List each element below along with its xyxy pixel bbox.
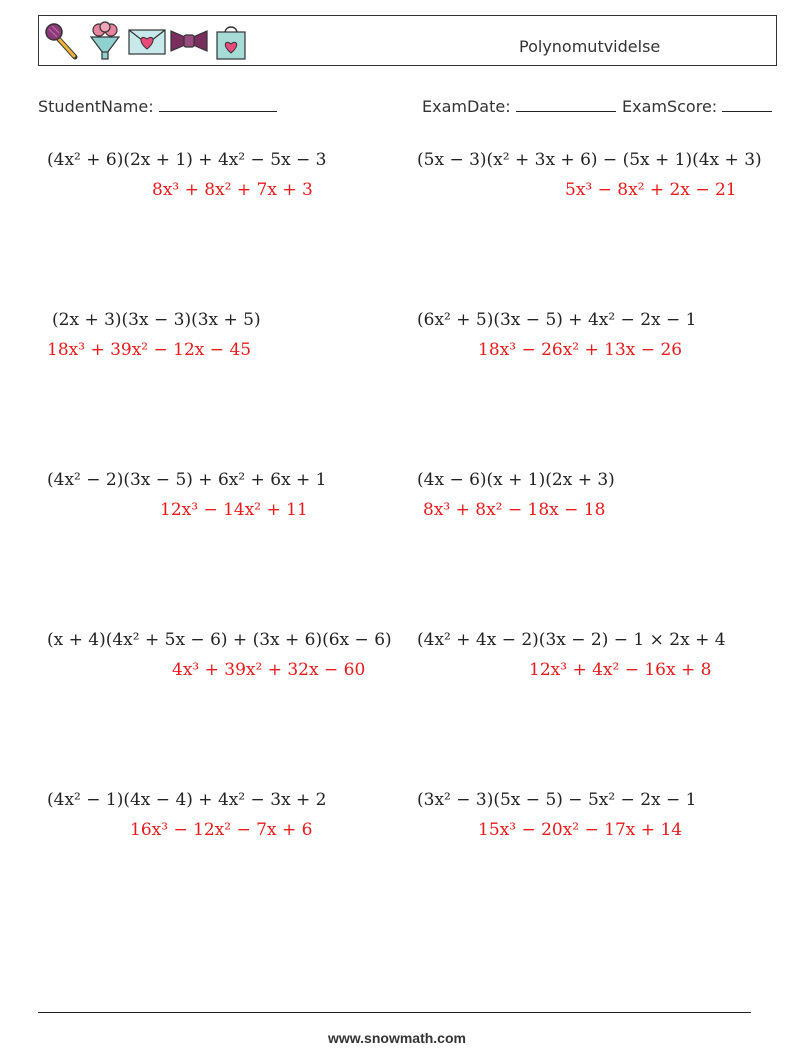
footer-divider bbox=[38, 1012, 751, 1013]
problem-question: (4x − 6)(x + 1)(2x + 3) bbox=[417, 470, 615, 490]
worksheet-header bbox=[38, 15, 777, 66]
exam-score-blank[interactable] bbox=[722, 95, 772, 112]
student-name-blank[interactable] bbox=[159, 95, 277, 112]
exam-date-label: ExamDate: bbox=[422, 97, 511, 116]
header-icons bbox=[43, 21, 251, 61]
exam-score-label: ExamScore: bbox=[622, 97, 718, 116]
bow-tie-icon bbox=[169, 21, 209, 61]
student-name-field[interactable] bbox=[38, 95, 277, 116]
microphone-icon bbox=[43, 21, 83, 61]
problem-question: (4x² + 4x − 2)(3x − 2) − 1 × 2x + 4 bbox=[417, 630, 726, 650]
exam-date-blank[interactable] bbox=[516, 95, 616, 112]
problem-answer: 12x³ − 14x² + 11 bbox=[160, 500, 308, 520]
problem-question: (3x² − 3)(5x − 5) − 5x² − 2x − 1 bbox=[417, 790, 697, 810]
problem-question: (2x + 3)(3x − 3)(3x + 5) bbox=[52, 310, 261, 330]
footer-website[interactable]: www.snowmath.com bbox=[328, 1030, 466, 1046]
flower-bouquet-icon bbox=[85, 21, 125, 61]
problem-answer: 15x³ − 20x² − 17x + 14 bbox=[478, 820, 683, 840]
student-name-label: StudentName: bbox=[38, 97, 154, 116]
exam-score-field[interactable] bbox=[622, 95, 772, 116]
worksheet-title: Polynomutvidelse bbox=[519, 37, 661, 56]
love-letter-icon bbox=[127, 21, 167, 61]
problem-question: (6x² + 5)(3x − 5) + 4x² − 2x − 1 bbox=[417, 310, 697, 330]
problem-question: (5x − 3)(x² + 3x + 6) − (5x + 1)(4x + 3) bbox=[417, 150, 762, 170]
problem-answer: 5x³ − 8x² + 2x − 21 bbox=[565, 180, 737, 200]
problem-answer: 4x³ + 39x² + 32x − 60 bbox=[172, 660, 366, 680]
problem-answer: 12x³ + 4x² − 16x + 8 bbox=[529, 660, 712, 680]
problem-answer: 8x³ + 8x² + 7x + 3 bbox=[152, 180, 313, 200]
problem-answer: 16x³ − 12x² − 7x + 6 bbox=[130, 820, 313, 840]
problem-answer: 18x³ + 39x² − 12x − 45 bbox=[47, 340, 252, 360]
gift-bag-icon bbox=[211, 21, 251, 61]
problem-question: (x + 4)(4x² + 5x − 6) + (3x + 6)(6x − 6) bbox=[47, 630, 392, 650]
problem-answer: 18x³ − 26x² + 13x − 26 bbox=[478, 340, 683, 360]
problem-question: (4x² − 1)(4x − 4) + 4x² − 3x + 2 bbox=[47, 790, 327, 810]
problem-question: (4x² − 2)(3x − 5) + 6x² + 6x + 1 bbox=[47, 470, 327, 490]
exam-date-field[interactable] bbox=[422, 95, 616, 116]
problem-question: (4x² + 6)(2x + 1) + 4x² − 5x − 3 bbox=[47, 150, 327, 170]
problem-answer: 8x³ + 8x² − 18x − 18 bbox=[423, 500, 606, 520]
